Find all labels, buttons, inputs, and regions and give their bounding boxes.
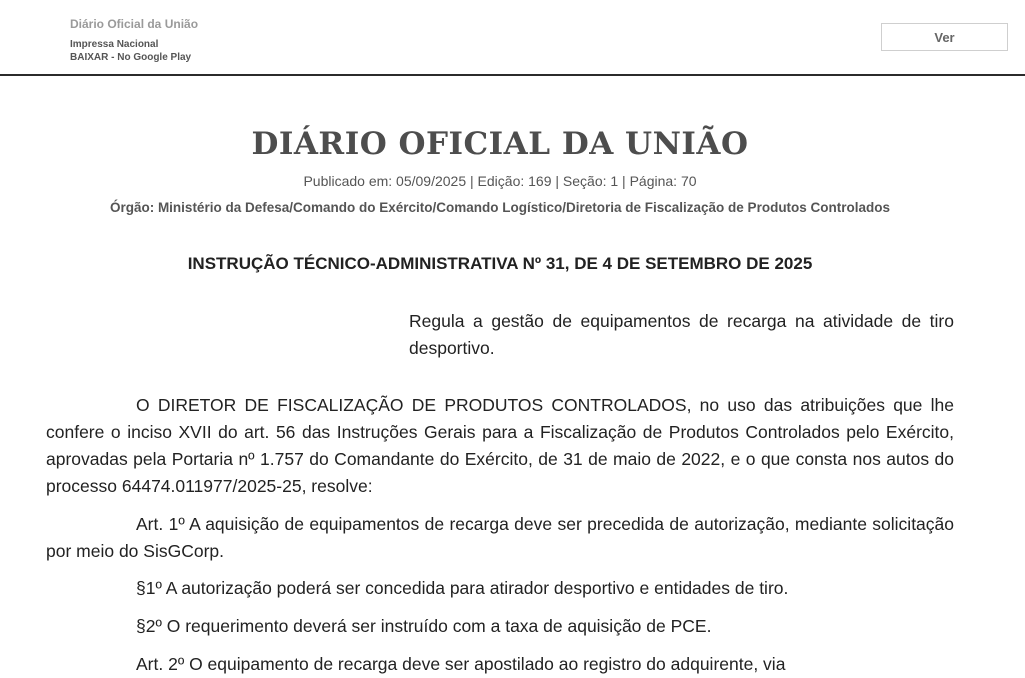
article-2-paragraph: Art. 2º O equipamento de recarga deve ser apostilado ao registro do adquirente, via [136, 654, 786, 674]
view-app-button[interactable]: Ver [881, 23, 1008, 51]
publication-info: Publicado em: 05/09/2025 | Edição: 169 | Seção: 1 | Página: 70 [303, 173, 697, 189]
app-banner [0, 0, 1025, 76]
article-1-paragraph: Art. 1º A aquisição de equipamentos de recarga deve ser precedida de autorização, mediante solicitação por meio do SisGCorp. [46, 514, 954, 561]
article-1-paragraph-2: §2º O requerimento deverá ser instruído com a taxa de aquisição de PCE. [136, 616, 712, 636]
issuing-body: Órgão: Ministério da Defesa/Comando do Exército/Comando Logístico/Diretoria de Fiscalização de Produtos Controlados [109, 200, 891, 215]
banner-app-title: Diário Oficial da União [70, 17, 199, 31]
act-title: INSTRUÇÃO TÉCNICO-ADMINISTRATIVA Nº 31, DE 4 DE SETEMBRO DE 2025 [187, 254, 813, 273]
banner-download-text: BAIXAR - No Google Play [70, 52, 192, 63]
article-1-paragraph-1: §1º A autorização poderá ser concedida para atirador desportivo e entidades de tiro. [136, 578, 789, 598]
ementa: Regula a gestão de equipamentos de recarga na atividade de tiro desportivo. [409, 311, 954, 358]
banner-publisher: Impressa Nacional [70, 39, 159, 50]
preamble-paragraph: O DIRETOR DE FISCALIZAÇÃO DE PRODUTOS CONTROLADOS, no uso das atribuições que lhe confere o inciso XVII do art. 56 das Instruções Gerais para a Fiscalização de Produtos Controlados pelo Exército, aprovadas pela Portaria nº 1.757 do Comandante do Exército, de 31 de maio de 2022, e o que consta nos autos do processo 64474.011977/2025-25, resolve: [46, 395, 954, 496]
page-title: DIÁRIO OFICIAL DA UNIÃO [251, 126, 749, 162]
